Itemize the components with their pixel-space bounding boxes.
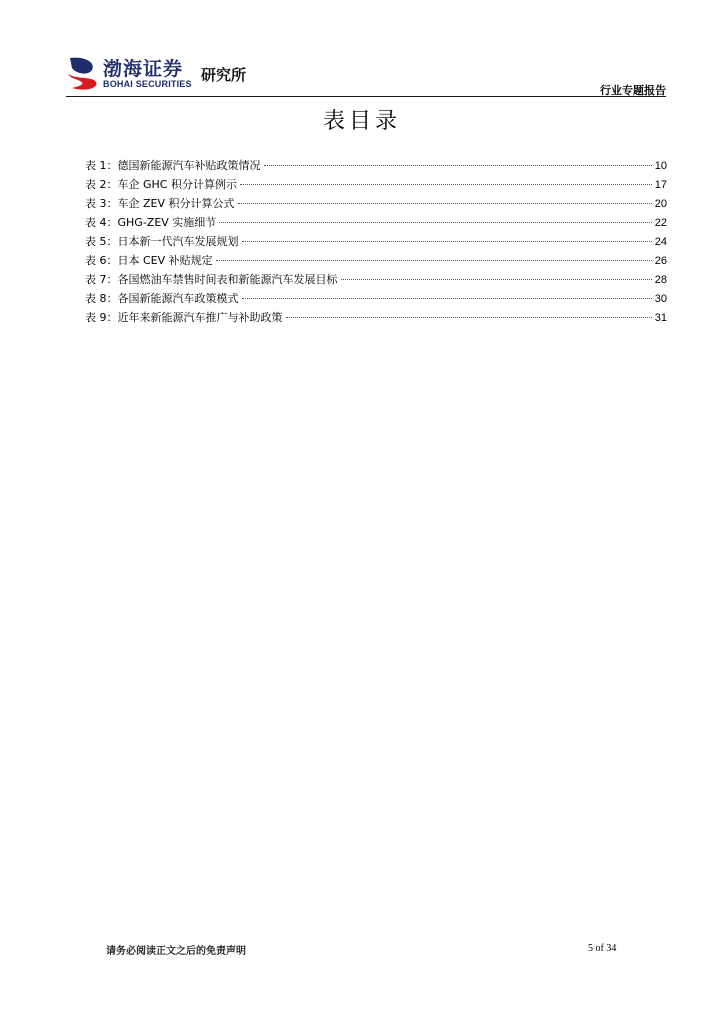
- toc-entry-page[interactable]: 17: [654, 179, 667, 191]
- toc-leader-dots: [238, 203, 652, 204]
- toc-leader-dots: [341, 279, 652, 280]
- toc-entry-label[interactable]: 表 9：近年来新能源汽车推广与补助政策: [85, 311, 283, 324]
- toc-entry-page[interactable]: 22: [654, 217, 667, 229]
- page-header: [66, 52, 666, 98]
- toc-entry-label[interactable]: 表 7：各国燃油车禁售时间表和新能源汽车发展目标: [85, 273, 338, 286]
- toc-leader-dots: [242, 298, 652, 299]
- toc-entry-label[interactable]: 表 3：车企 ZEV 积分计算公式: [85, 197, 235, 210]
- toc-entry-page[interactable]: 20: [654, 198, 667, 210]
- toc-entry[interactable]: [85, 308, 667, 327]
- toc-leader-dots: [242, 241, 652, 242]
- report-type: 行业专题报告: [600, 84, 666, 97]
- toc-entry-page[interactable]: 28: [654, 274, 667, 286]
- toc-entry[interactable]: [85, 270, 667, 289]
- toc-entry-label[interactable]: 表 6：日本 CEV 补贴规定: [85, 254, 213, 267]
- institute-label: 研究所: [201, 66, 247, 84]
- toc-entry-label[interactable]: 表 8：各国新能源汽车政策模式: [85, 292, 239, 305]
- toc-leader-dots: [286, 317, 652, 318]
- toc-entry[interactable]: [85, 213, 667, 232]
- toc-entry-label[interactable]: 表 5：日本新一代汽车发展规划: [85, 235, 239, 248]
- footer-disclaimer: 请务必阅读正文之后的免责声明: [106, 946, 246, 957]
- brand-name-en: BOHAI SECURITIES: [103, 79, 192, 89]
- page-title: 表目录: [322, 109, 401, 134]
- toc-entry-label[interactable]: 表 1：德国新能源汽车补贴政策情况: [85, 159, 261, 172]
- toc-leader-dots: [216, 260, 652, 261]
- toc-entry[interactable]: [85, 194, 667, 213]
- toc-leader-dots: [219, 222, 651, 223]
- toc-entry[interactable]: [85, 289, 667, 308]
- toc-entry[interactable]: [85, 175, 667, 194]
- brand-name-cn: 渤海证券: [103, 58, 184, 80]
- toc-entry-page[interactable]: 24: [654, 236, 667, 248]
- toc-entry-page[interactable]: 30: [654, 293, 667, 305]
- footer-page-number: 5 of 34: [588, 943, 617, 954]
- bohai-logo-icon: [66, 54, 100, 92]
- toc-entry-page[interactable]: 10: [654, 160, 667, 172]
- toc-leader-dots: [264, 165, 652, 166]
- toc-entry[interactable]: [85, 156, 667, 175]
- toc-entry[interactable]: [85, 232, 667, 251]
- toc-leader-dots: [240, 184, 652, 185]
- table-of-tables: [85, 156, 667, 327]
- toc-entry[interactable]: [85, 251, 667, 270]
- toc-entry-page[interactable]: 26: [654, 255, 667, 267]
- toc-entry-label[interactable]: 表 2：车企 GHC 积分计算例示: [85, 178, 237, 191]
- toc-entry-page[interactable]: 31: [654, 312, 667, 324]
- toc-entry-label[interactable]: 表 4：GHG-ZEV 实施细节: [85, 216, 217, 229]
- header-divider: [66, 96, 666, 97]
